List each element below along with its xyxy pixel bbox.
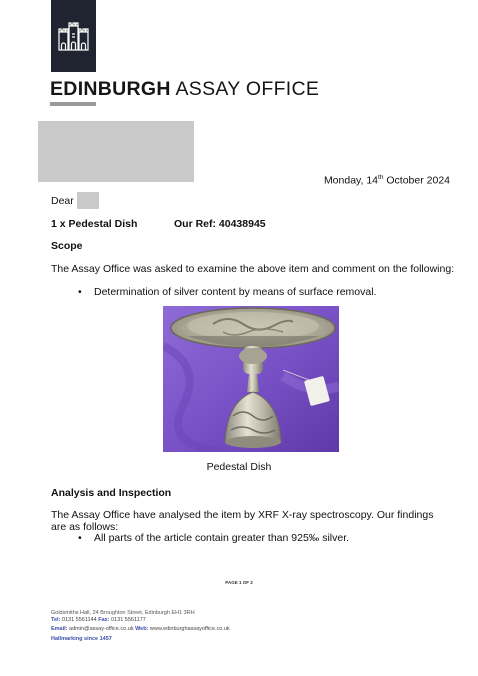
salutation: Dear [51, 195, 74, 207]
date-prefix: Monday, 14 [323, 174, 379, 187]
footer-contact [51, 626, 230, 632]
reference-number: Our Ref: 40438945 [174, 218, 266, 230]
logo [51, 0, 96, 72]
footer-phone [51, 617, 146, 623]
web-value: www.edinburghassayoffice.co.uk [148, 626, 230, 632]
item-description: 1 x Pedestal Dish [51, 218, 138, 230]
analysis-text: The Assay Office have analysed the item by XRF X-ray spectroscopy. Our findings are as follows: [51, 509, 434, 533]
photo-caption: Pedestal Dish [206, 461, 272, 473]
footer-tagline: Hallmarking since 1457 [51, 636, 112, 642]
bullet-marker: • [78, 532, 82, 544]
tel-value: 0131 5561144 [60, 617, 99, 623]
scope-text: The Assay Office was asked to examine the above item and comment on the following: [51, 263, 455, 275]
web-label: Web: [135, 626, 149, 632]
organisation-name-bold: EDINBURGH [50, 78, 171, 100]
redacted-address-block [38, 121, 194, 182]
page-number: PAGE 1 OF 2 [225, 580, 253, 585]
fax-value: 0131 5561177 [109, 617, 146, 623]
pedestal-dish-photo [163, 306, 339, 452]
organisation-name-light: ASSAY OFFICE [175, 78, 320, 100]
email-label: Email: [51, 626, 68, 632]
email-value: admin@assay-office.co.uk [67, 626, 136, 632]
analysis-heading: Analysis and Inspection [51, 487, 172, 499]
analysis-bullet-text: All parts of the article contain greater than 925‰ silver. [94, 532, 350, 544]
scope-bullet-text: Determination of silver content by means of surface removal. [94, 286, 377, 298]
bullet-marker: • [78, 286, 82, 298]
fax-label: Fax: [98, 617, 110, 623]
castle-logo-icon [57, 22, 90, 52]
header-divider [50, 102, 96, 106]
footer-address: Goldsmiths Hall, 24 Broughton Street, Edinburgh EH1 3RH [51, 610, 195, 616]
scope-heading: Scope [51, 240, 83, 252]
organisation-name [50, 78, 319, 101]
date-ordinal: th [378, 174, 384, 181]
letter-date [324, 174, 450, 187]
date-rest: October 2024 [383, 174, 450, 187]
tel-label: Tel: [51, 617, 61, 623]
redacted-recipient-name [77, 192, 99, 209]
